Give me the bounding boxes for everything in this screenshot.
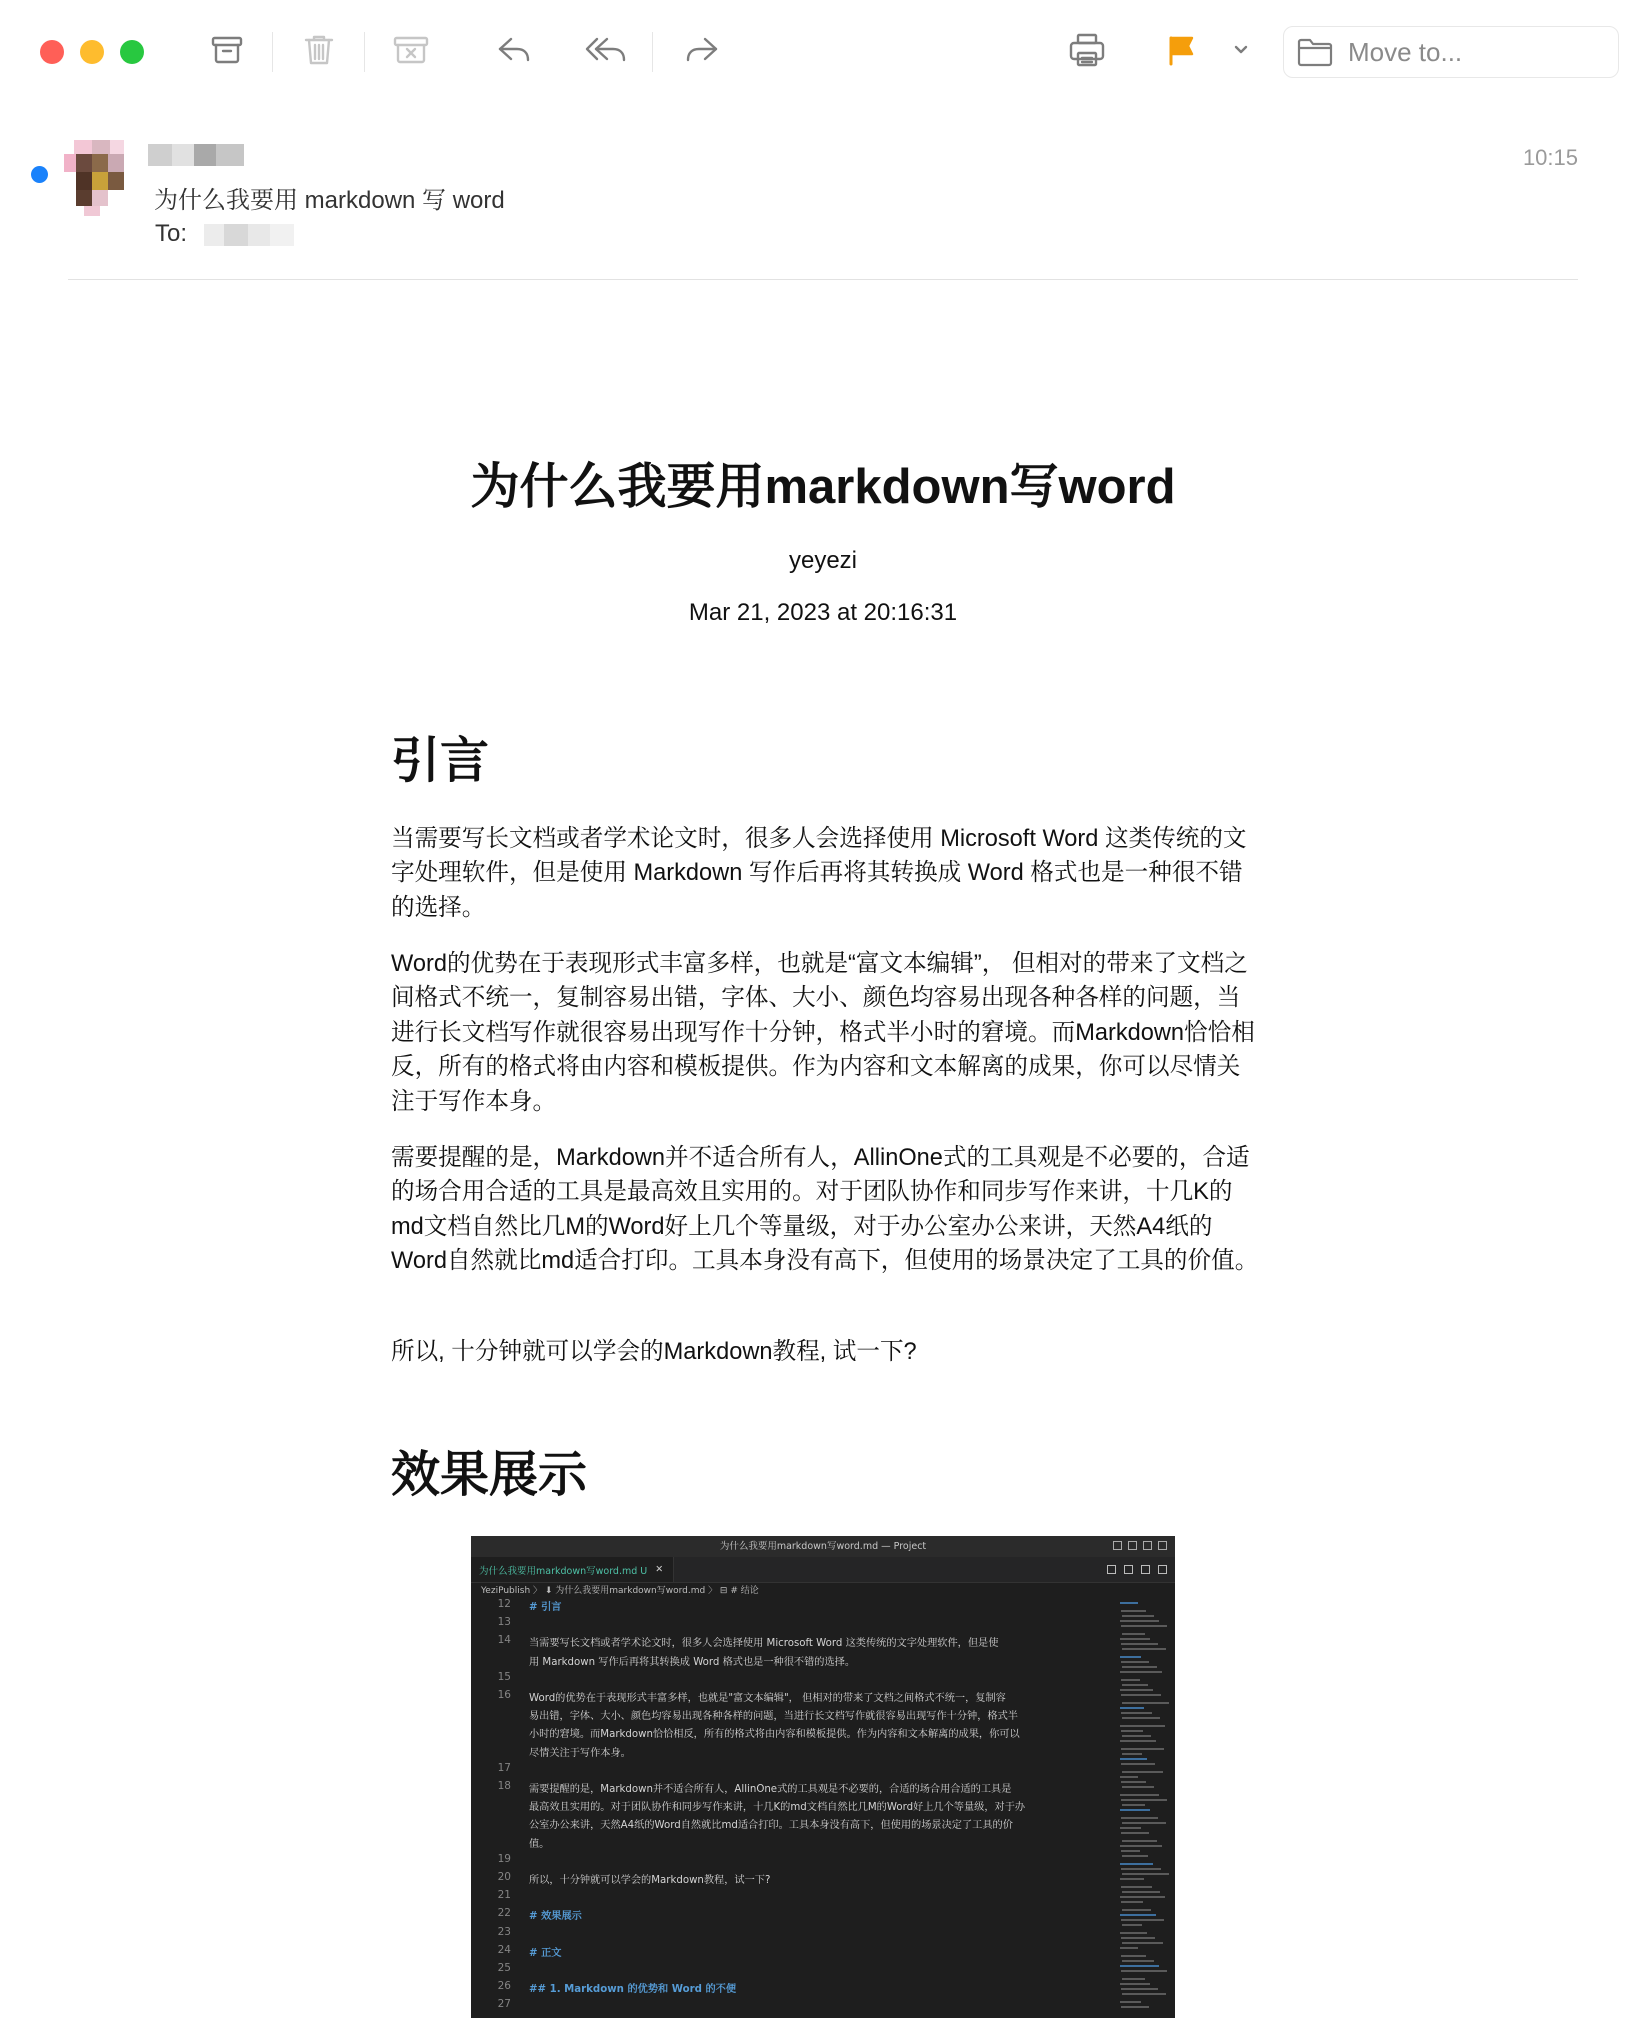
document-author: yeyezi bbox=[788, 547, 858, 574]
line-number: 20 bbox=[497, 1871, 511, 1883]
print-button[interactable] bbox=[1062, 28, 1112, 76]
line-number: 14 bbox=[497, 1634, 511, 1647]
code-line: # 引言 bbox=[529, 1602, 562, 1613]
line-number: 17 bbox=[497, 1761, 511, 1774]
message-time: 10:15 bbox=[1522, 145, 1578, 170]
editor-breadcrumb: YeziPublish 〉 ⬇ 为什么我要用markdown写word.md 〉 ⊟ # 结论 bbox=[481, 1586, 759, 1596]
line-number: 23 bbox=[497, 1925, 511, 1938]
code-line: 公室办公来讲，天然A4纸的Word自然就比md适合打印。工具本身没有高下，但使用的场景决定了工具的价 bbox=[529, 1820, 1013, 1832]
junk-icon bbox=[391, 32, 431, 73]
code-line: 当需要写长文档或者学术论文时，很多人会选择使用 Microsoft Word 这类传统的文字处理软件，但是使 bbox=[529, 1638, 999, 1650]
to-label: To: bbox=[155, 220, 188, 247]
paragraph: 当需要写长文档或者学术论文时，很多人会选择使用 Microsoft Word 这类传统的文字处理软件，但是使用 Markdown 写作后再将其转换成 Word 格式也是一种很不错的选择。 bbox=[391, 826, 1247, 921]
avatar bbox=[64, 140, 136, 216]
line-number: 12 bbox=[497, 1598, 511, 1610]
chevron-down-icon bbox=[1231, 40, 1251, 65]
recipient-redacted bbox=[204, 224, 294, 246]
code-line: 用 Markdown 写作后再将其转换成 Word 格式也是一种很不错的选择。 bbox=[529, 1656, 856, 1668]
archive-button[interactable] bbox=[202, 28, 252, 76]
forward-icon bbox=[681, 32, 721, 73]
code-line: ## 1. Markdown 的优势和 Word 的不便 bbox=[529, 1984, 737, 1996]
reply-icon bbox=[495, 32, 535, 73]
code-line: 所以，十分钟就可以学会的Markdown教程，试一下? bbox=[529, 1875, 771, 1886]
line-number: 25 bbox=[497, 1962, 511, 1974]
editor-window-title: 为什么我要用markdown写word.md — Project bbox=[471, 1536, 1175, 1557]
code-line: # 效果展示 bbox=[529, 1911, 582, 1923]
section-heading-showcase: 效果展示 bbox=[391, 1448, 588, 1502]
move-to-label: Move to... bbox=[1348, 36, 1463, 67]
reply-button[interactable] bbox=[490, 28, 540, 76]
unread-indicator bbox=[31, 166, 48, 183]
code-line: # 正文 bbox=[529, 1947, 562, 1959]
line-number: 21 bbox=[497, 1889, 511, 1902]
archive-icon bbox=[209, 32, 245, 73]
message-subject: 为什么我要用 markdown 写 word bbox=[154, 187, 505, 214]
close-window-button[interactable] bbox=[40, 40, 64, 64]
trash-icon bbox=[301, 32, 337, 73]
line-number: 16 bbox=[497, 1689, 511, 1701]
code-line: 易出错，字体、大小、颜色均容易出现各种各样的问题，当进行长文档写作就很容易出现写作十分钟，格式半 bbox=[529, 1711, 1018, 1723]
code-line: Word的优势在于表现形式丰富多样，也就是"富文本编辑"， 但相对的带来了文档之间格式不统一，复制容 bbox=[529, 1693, 1006, 1704]
paragraph: 需要提醒的是，Markdown并不适合所有人，AllinOne式的工具观是不必要的，合适的场合用合适的工具是最高效且实用的。对于团队协作和同步写作来讲，十几K的md文档自然比几M的Word好上几个等量级，对于办公室办公来讲，天然A4纸的Word自然就比md适合打印。工具本身没有高下，但使用的场景决定了工具的价值。 bbox=[391, 1145, 1259, 1275]
flag-button[interactable] bbox=[1156, 28, 1206, 76]
reply-all-icon bbox=[583, 32, 631, 73]
line-number: 15 bbox=[497, 1670, 511, 1683]
zoom-window-button[interactable] bbox=[120, 40, 144, 64]
section-heading-intro: 引言 bbox=[391, 734, 490, 788]
editor-tab: 为什么我要用markdown写word.md U ✕ bbox=[471, 1557, 674, 1582]
move-to-button[interactable] bbox=[1283, 26, 1619, 78]
editor-minimap bbox=[1116, 1598, 1175, 2018]
line-number: 27 bbox=[497, 1998, 511, 2011]
flag-icon bbox=[1163, 32, 1199, 73]
forward-button[interactable] bbox=[676, 28, 726, 76]
toolbar bbox=[0, 0, 1646, 104]
paragraph: 所以, 十分钟就可以学会的Markdown教程, 试一下? bbox=[391, 1339, 917, 1365]
line-number: 26 bbox=[497, 1980, 511, 1993]
editor-code-area bbox=[471, 1598, 1175, 2018]
line-number: 22 bbox=[497, 1907, 511, 1920]
reply-all-button[interactable] bbox=[582, 28, 632, 76]
code-line: 值。 bbox=[529, 1838, 550, 1850]
line-number: 18 bbox=[497, 1780, 511, 1792]
paragraph: Word的优势在于表现形式丰富多样，也就是“富文本编辑”， 但相对的带来了文档之间格式不统一，复制容易出错，字体、大小、颜色均容易出现各种各样的问题，当进行长文档写作就很容易出现写作十分钟，格式半小时的窘境。而Markdown恰恰相反，所有的格式将由内容和模板提供。作为内容和文本解离的成果，你可以尽情关注于写作本身。 bbox=[391, 951, 1255, 1115]
flag-menu-button[interactable] bbox=[1216, 28, 1266, 76]
code-line: 需要提醒的是，Markdown并不适合所有人，AllinOne式的工具观是不必要的，合适的场合用合适的工具是 bbox=[529, 1784, 1012, 1795]
printer-icon bbox=[1067, 31, 1107, 74]
document-title: 为什么我要用markdown写word bbox=[470, 460, 1176, 514]
line-number: 24 bbox=[497, 1943, 511, 1956]
sender-name-redacted bbox=[148, 144, 244, 166]
document-date: Mar 21, 2023 at 20:16:31 bbox=[688, 599, 958, 626]
minimize-window-button[interactable] bbox=[80, 40, 104, 64]
code-line: 最高效且实用的。对于团队协作和同步写作来讲，十几K的md文档自然比几M的Word好上几个等量级，对于办 bbox=[529, 1802, 1026, 1814]
folder-icon bbox=[1296, 36, 1334, 68]
code-line: 小时的窘境。而Markdown恰恰相反，所有的格式将由内容和模板提供。作为内容和文本解离的成果，你可以 bbox=[529, 1729, 1020, 1741]
header-divider bbox=[68, 279, 1578, 280]
code-line: 尽情关注于写作本身。 bbox=[529, 1747, 631, 1759]
delete-button[interactable] bbox=[294, 28, 344, 76]
line-number: 13 bbox=[497, 1616, 511, 1629]
line-number: 19 bbox=[497, 1852, 511, 1865]
junk-button[interactable] bbox=[386, 28, 436, 76]
editor-screenshot bbox=[471, 1536, 1175, 2018]
